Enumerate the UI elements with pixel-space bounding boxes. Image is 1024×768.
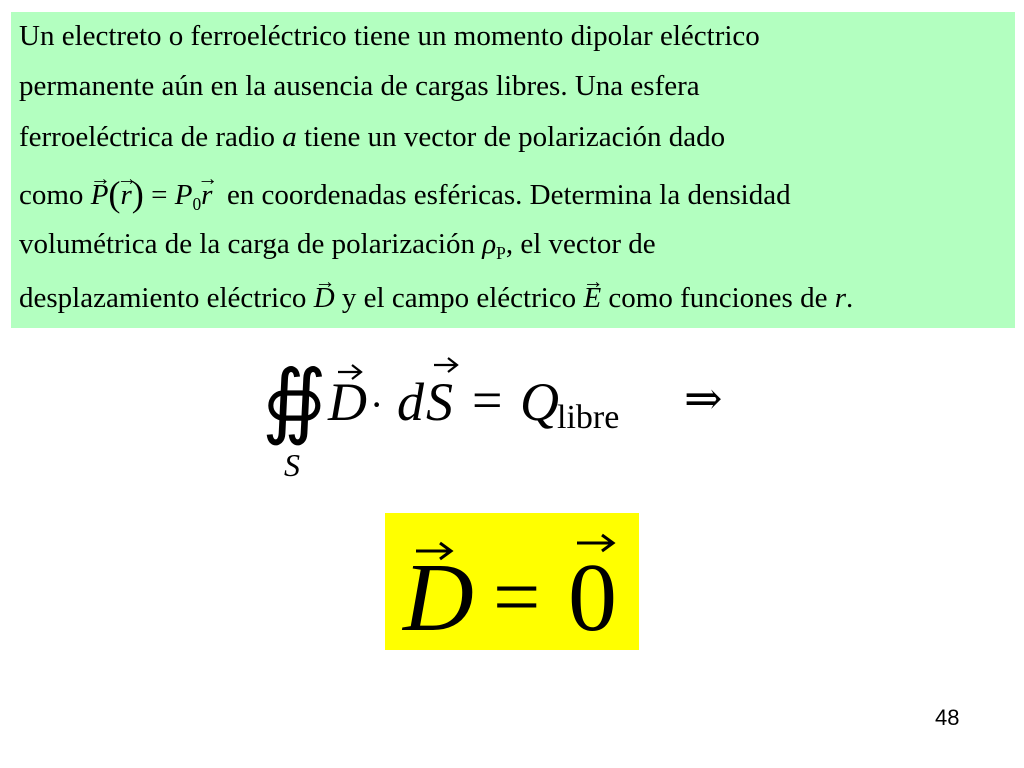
problem-text-line-5a: volumétrica de la carga de polarización (19, 228, 475, 260)
equals-sign: = (151, 178, 168, 211)
displacement-vector: → D (314, 284, 335, 313)
period: . (846, 282, 854, 314)
result-equals: = (493, 551, 541, 644)
p0-symbol: P (174, 178, 193, 211)
polarization-vector: → P (91, 181, 109, 210)
page-number: 48 (935, 705, 960, 730)
problem-text-line-1: Un electreto o ferroeléctrico tiene un momento dipolar eléctrico (19, 20, 760, 52)
gauss-D: D (328, 372, 367, 432)
problem-text-line-6c: como funciones de (608, 282, 828, 314)
rho-symbol: ρ (482, 228, 497, 260)
result-D: D (403, 544, 474, 650)
position-vector: → r (120, 181, 131, 210)
problem-text-line-2: permanente aún en la ausencia de cargas libres. Una esfera (19, 70, 700, 102)
result-highlight-box (385, 513, 639, 650)
charge-subscript: libre (557, 399, 620, 436)
implies-arrow: ⇒ (684, 371, 723, 425)
paren-open: ( (108, 174, 121, 214)
charge-Q: Q (520, 372, 559, 432)
problem-text-line-6a: desplazamiento eléctrico (19, 282, 307, 314)
problem-text-line-3a: ferroeléctrica de radio (19, 121, 275, 153)
gauss-equals: = (472, 370, 503, 430)
radius-variable: a (282, 121, 297, 153)
problem-text-line-4a: como (19, 178, 84, 211)
gauss-S: S (426, 372, 453, 432)
rho-subscript: P (496, 243, 506, 264)
paren-close: ) (131, 174, 144, 214)
r-variable: r (834, 282, 846, 314)
problem-text-line-5b: , el vector de (505, 228, 656, 260)
dS-vector-arrow (434, 358, 457, 372)
dot-operator: · (370, 382, 384, 427)
p0-subscript: 0 (192, 193, 202, 214)
result-equation (385, 513, 639, 650)
position-vector-2: → r (201, 181, 212, 210)
result-zero: 0 (568, 544, 617, 650)
problem-text-line-4b: en coordenadas esféricas. Determina la densidad (226, 178, 791, 211)
problem-text-line-3b: tiene un vector de polarización dado (304, 121, 726, 153)
electric-field-vector: → E (583, 284, 601, 313)
surface-label: S (284, 447, 300, 483)
surface-integral-icon: ∯ (262, 353, 327, 448)
differential-d: d (397, 372, 424, 432)
problem-text-line-6b: y el campo eléctrico (341, 282, 577, 314)
